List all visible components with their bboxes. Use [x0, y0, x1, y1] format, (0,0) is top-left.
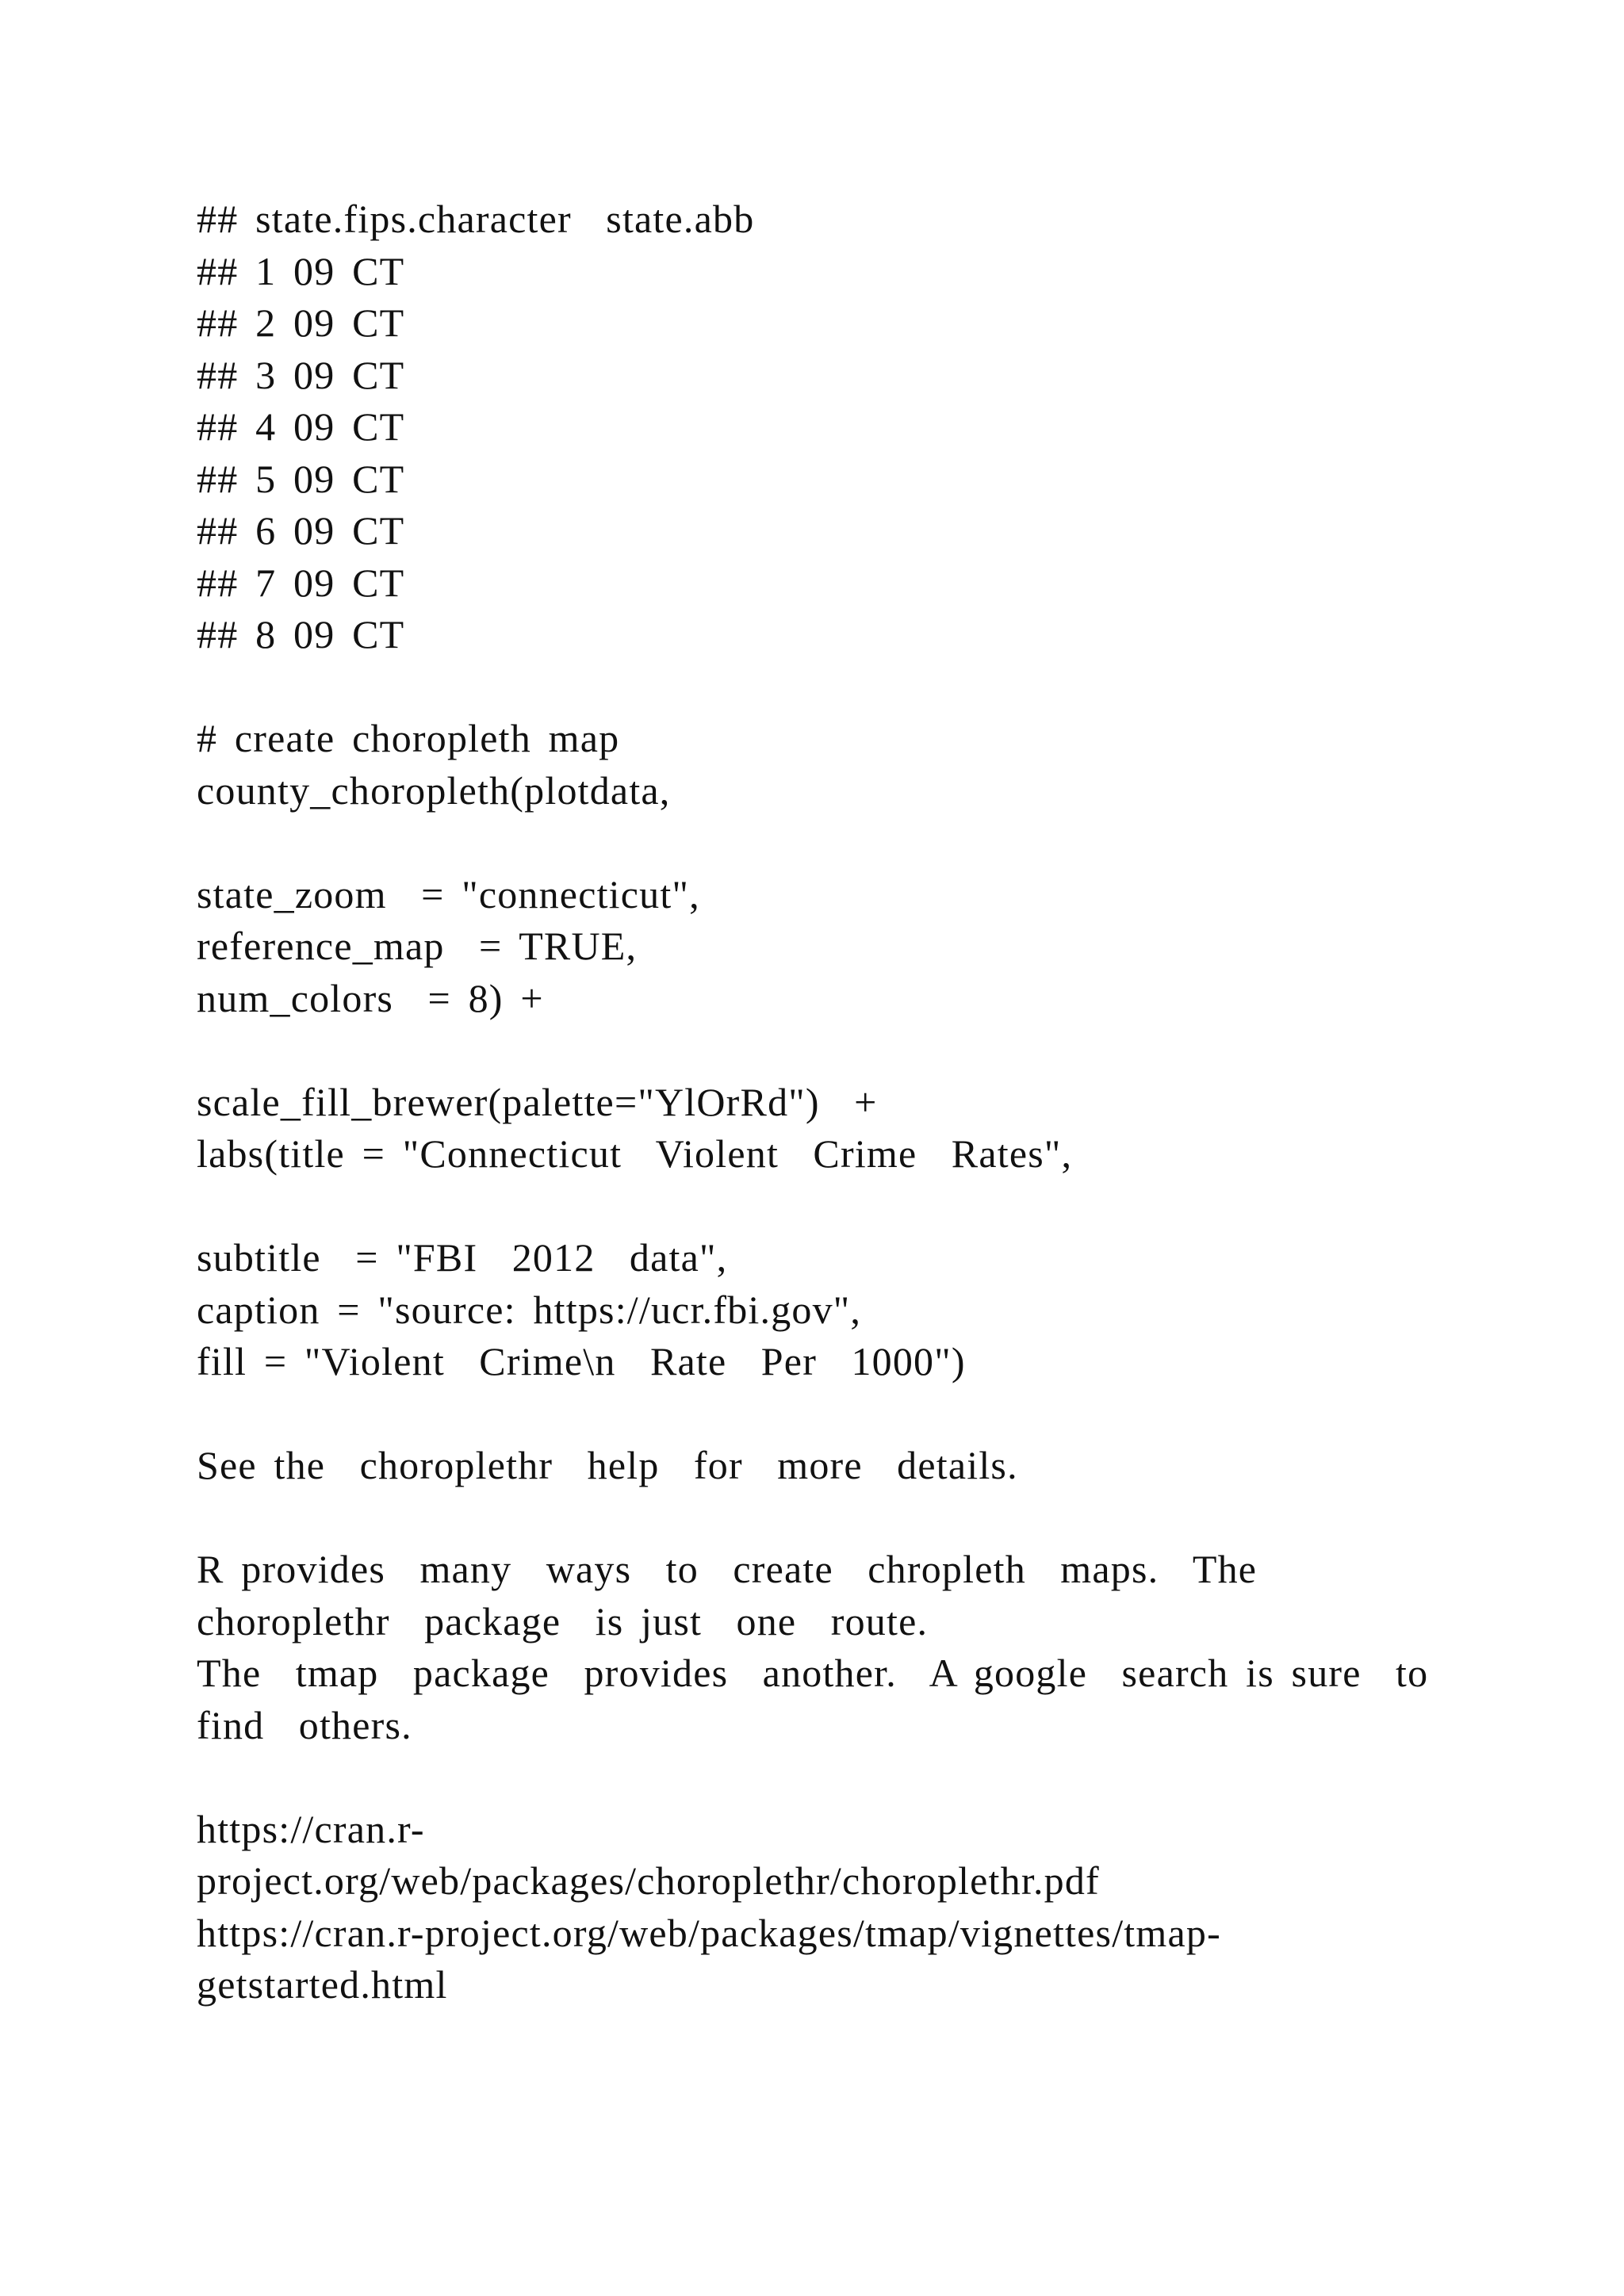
blank-line	[197, 817, 1434, 869]
paragraph-line: The tmap package provides another. A google search is sure to	[197, 1651, 1429, 1695]
code-line: num_colors = 8) +	[197, 975, 544, 1020]
output-row: ## 7 09 CT	[197, 560, 405, 605]
document-content	[197, 193, 1434, 2011]
blank-line	[197, 1388, 1434, 1441]
code-block-map-args	[197, 869, 1434, 1025]
code-line: state_zoom = "connecticut",	[197, 871, 700, 916]
link-line: getstarted.html	[197, 1962, 448, 2007]
blank-line	[197, 1181, 1434, 1233]
code-line: scale_fill_brewer(palette="YlOrRd") +	[197, 1079, 878, 1124]
output-row: ## 6 09 CT	[197, 508, 405, 553]
output-row: ## 8 09 CT	[197, 612, 405, 656]
code-line: caption = "source: https://ucr.fbi.gov",	[197, 1287, 862, 1332]
reference-links	[197, 1804, 1434, 2011]
blank-line	[197, 1492, 1434, 1544]
blank-line	[197, 1024, 1434, 1077]
code-line: fill = "Violent Crime\n Rate Per 1000")	[197, 1339, 966, 1383]
output-row: ## 5 09 CT	[197, 456, 405, 501]
output-header: ## state.fips.character state.abb	[197, 197, 755, 241]
paragraph-line: R provides many ways to create chropleth maps. The	[197, 1547, 1258, 1591]
output-row: ## 1 09 CT	[197, 248, 405, 293]
output-row: ## 3 09 CT	[197, 352, 405, 397]
code-block-map-call	[197, 713, 1434, 817]
paragraph-line: choroplethr package is just one route.	[197, 1598, 929, 1644]
blank-line	[197, 1751, 1434, 1804]
paragraph-line: See the choroplethr help for more details.	[197, 1443, 1018, 1487]
paragraph-alternatives	[197, 1544, 1434, 1751]
r-output-block	[197, 193, 1434, 661]
code-line: subtitle = "FBI 2012 data",	[197, 1235, 728, 1280]
link-line: https://cran.r-project.org/web/packages/tmap/vignettes/tmap-	[197, 1910, 1221, 1955]
code-block-labs-args	[197, 1232, 1434, 1388]
link-line: https://cran.r-	[197, 1806, 425, 1851]
output-row: ## 4 09 CT	[197, 404, 405, 449]
code-line: county_choropleth(plotdata,	[197, 767, 671, 813]
code-comment: # create choropleth map	[197, 716, 620, 760]
code-line: labs(title = "Connecticut Violent Crime Rates",	[197, 1131, 1073, 1176]
output-row: ## 2 09 CT	[197, 300, 405, 345]
paragraph-help	[197, 1440, 1434, 1492]
code-line: reference_map = TRUE,	[197, 924, 638, 968]
link-line: project.org/web/packages/choroplethr/choroplethr.pdf	[197, 1858, 1100, 1903]
code-block-scale-labs	[197, 1077, 1434, 1181]
paragraph-line: find others.	[197, 1702, 412, 1747]
blank-line	[197, 661, 1434, 714]
